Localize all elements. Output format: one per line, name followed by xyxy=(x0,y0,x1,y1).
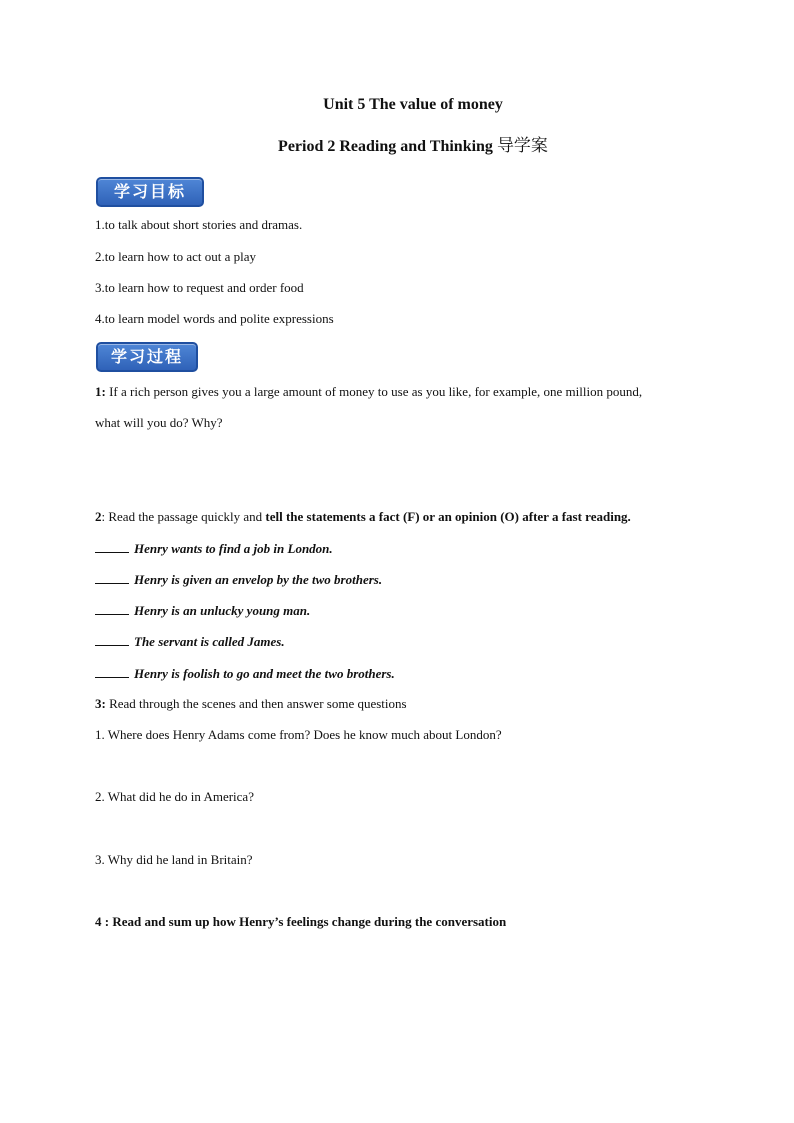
question-item: 1. Where does Henry Adams come from? Does he know much about London? xyxy=(95,727,502,742)
objective-item: 4.to learn model words and polite expressions xyxy=(95,311,334,326)
objective-item: 1.to talk about short stories and dramas. xyxy=(95,217,303,232)
answer-blank[interactable] xyxy=(95,665,129,678)
statement-row xyxy=(95,633,285,650)
question-item: 3. Why did he land in Britain? xyxy=(95,852,253,867)
task3-text: Read through the scenes and then answer some questions xyxy=(109,696,407,711)
statement-text: The servant is called James. xyxy=(134,634,285,649)
task1-number: 1: xyxy=(95,384,106,399)
task3-heading xyxy=(95,696,407,712)
task2-lead: : Read the passage quickly and xyxy=(101,509,266,524)
doc-title: Unit 5 The value of money xyxy=(323,96,503,113)
answer-blank[interactable] xyxy=(95,571,129,584)
statement-text: Henry is an unlucky young man. xyxy=(134,603,311,618)
process-badge: 学习过程 xyxy=(96,342,198,372)
doc-subtitle xyxy=(0,131,794,156)
statement-row xyxy=(95,602,310,619)
objective-item: 3.to learn how to request and order food xyxy=(95,280,304,295)
task4-heading: 4 : Read and sum up how Henry’s feelings change during the conversation xyxy=(95,914,507,929)
question-item: 2. What did he do in America? xyxy=(95,789,254,804)
objectives-badge: 学习目标 xyxy=(96,177,204,207)
doc-subtitle-en: Period 2 Reading and Thinking xyxy=(278,138,493,155)
task1-text: If a rich person gives you a large amount of money to use as you like, for example, one million pound, xyxy=(109,384,643,399)
task1-line2: what will you do? Why? xyxy=(95,415,223,430)
answer-blank[interactable] xyxy=(95,633,129,646)
task2-instruction: tell the statements a fact (F) or an opinion (O) after a fast reading. xyxy=(265,509,631,524)
statement-text: Henry is given an envelop by the two brothers. xyxy=(134,572,383,587)
statement-row xyxy=(95,540,333,557)
task2-heading xyxy=(95,509,631,525)
objective-item: 2.to learn how to act out a play xyxy=(95,249,257,264)
task3-number: 3: xyxy=(95,696,106,711)
doc-subtitle-cn: 导学案 xyxy=(496,136,548,156)
statement-text: Henry wants to find a job in London. xyxy=(134,541,333,556)
answer-blank[interactable] xyxy=(95,602,129,615)
answer-blank[interactable] xyxy=(95,540,129,553)
task2-number: 2 xyxy=(95,509,102,524)
statement-row xyxy=(95,665,395,682)
statement-row xyxy=(95,571,382,588)
statement-text: Henry is foolish to go and meet the two brothers. xyxy=(134,666,395,681)
task1-line1 xyxy=(95,384,642,400)
